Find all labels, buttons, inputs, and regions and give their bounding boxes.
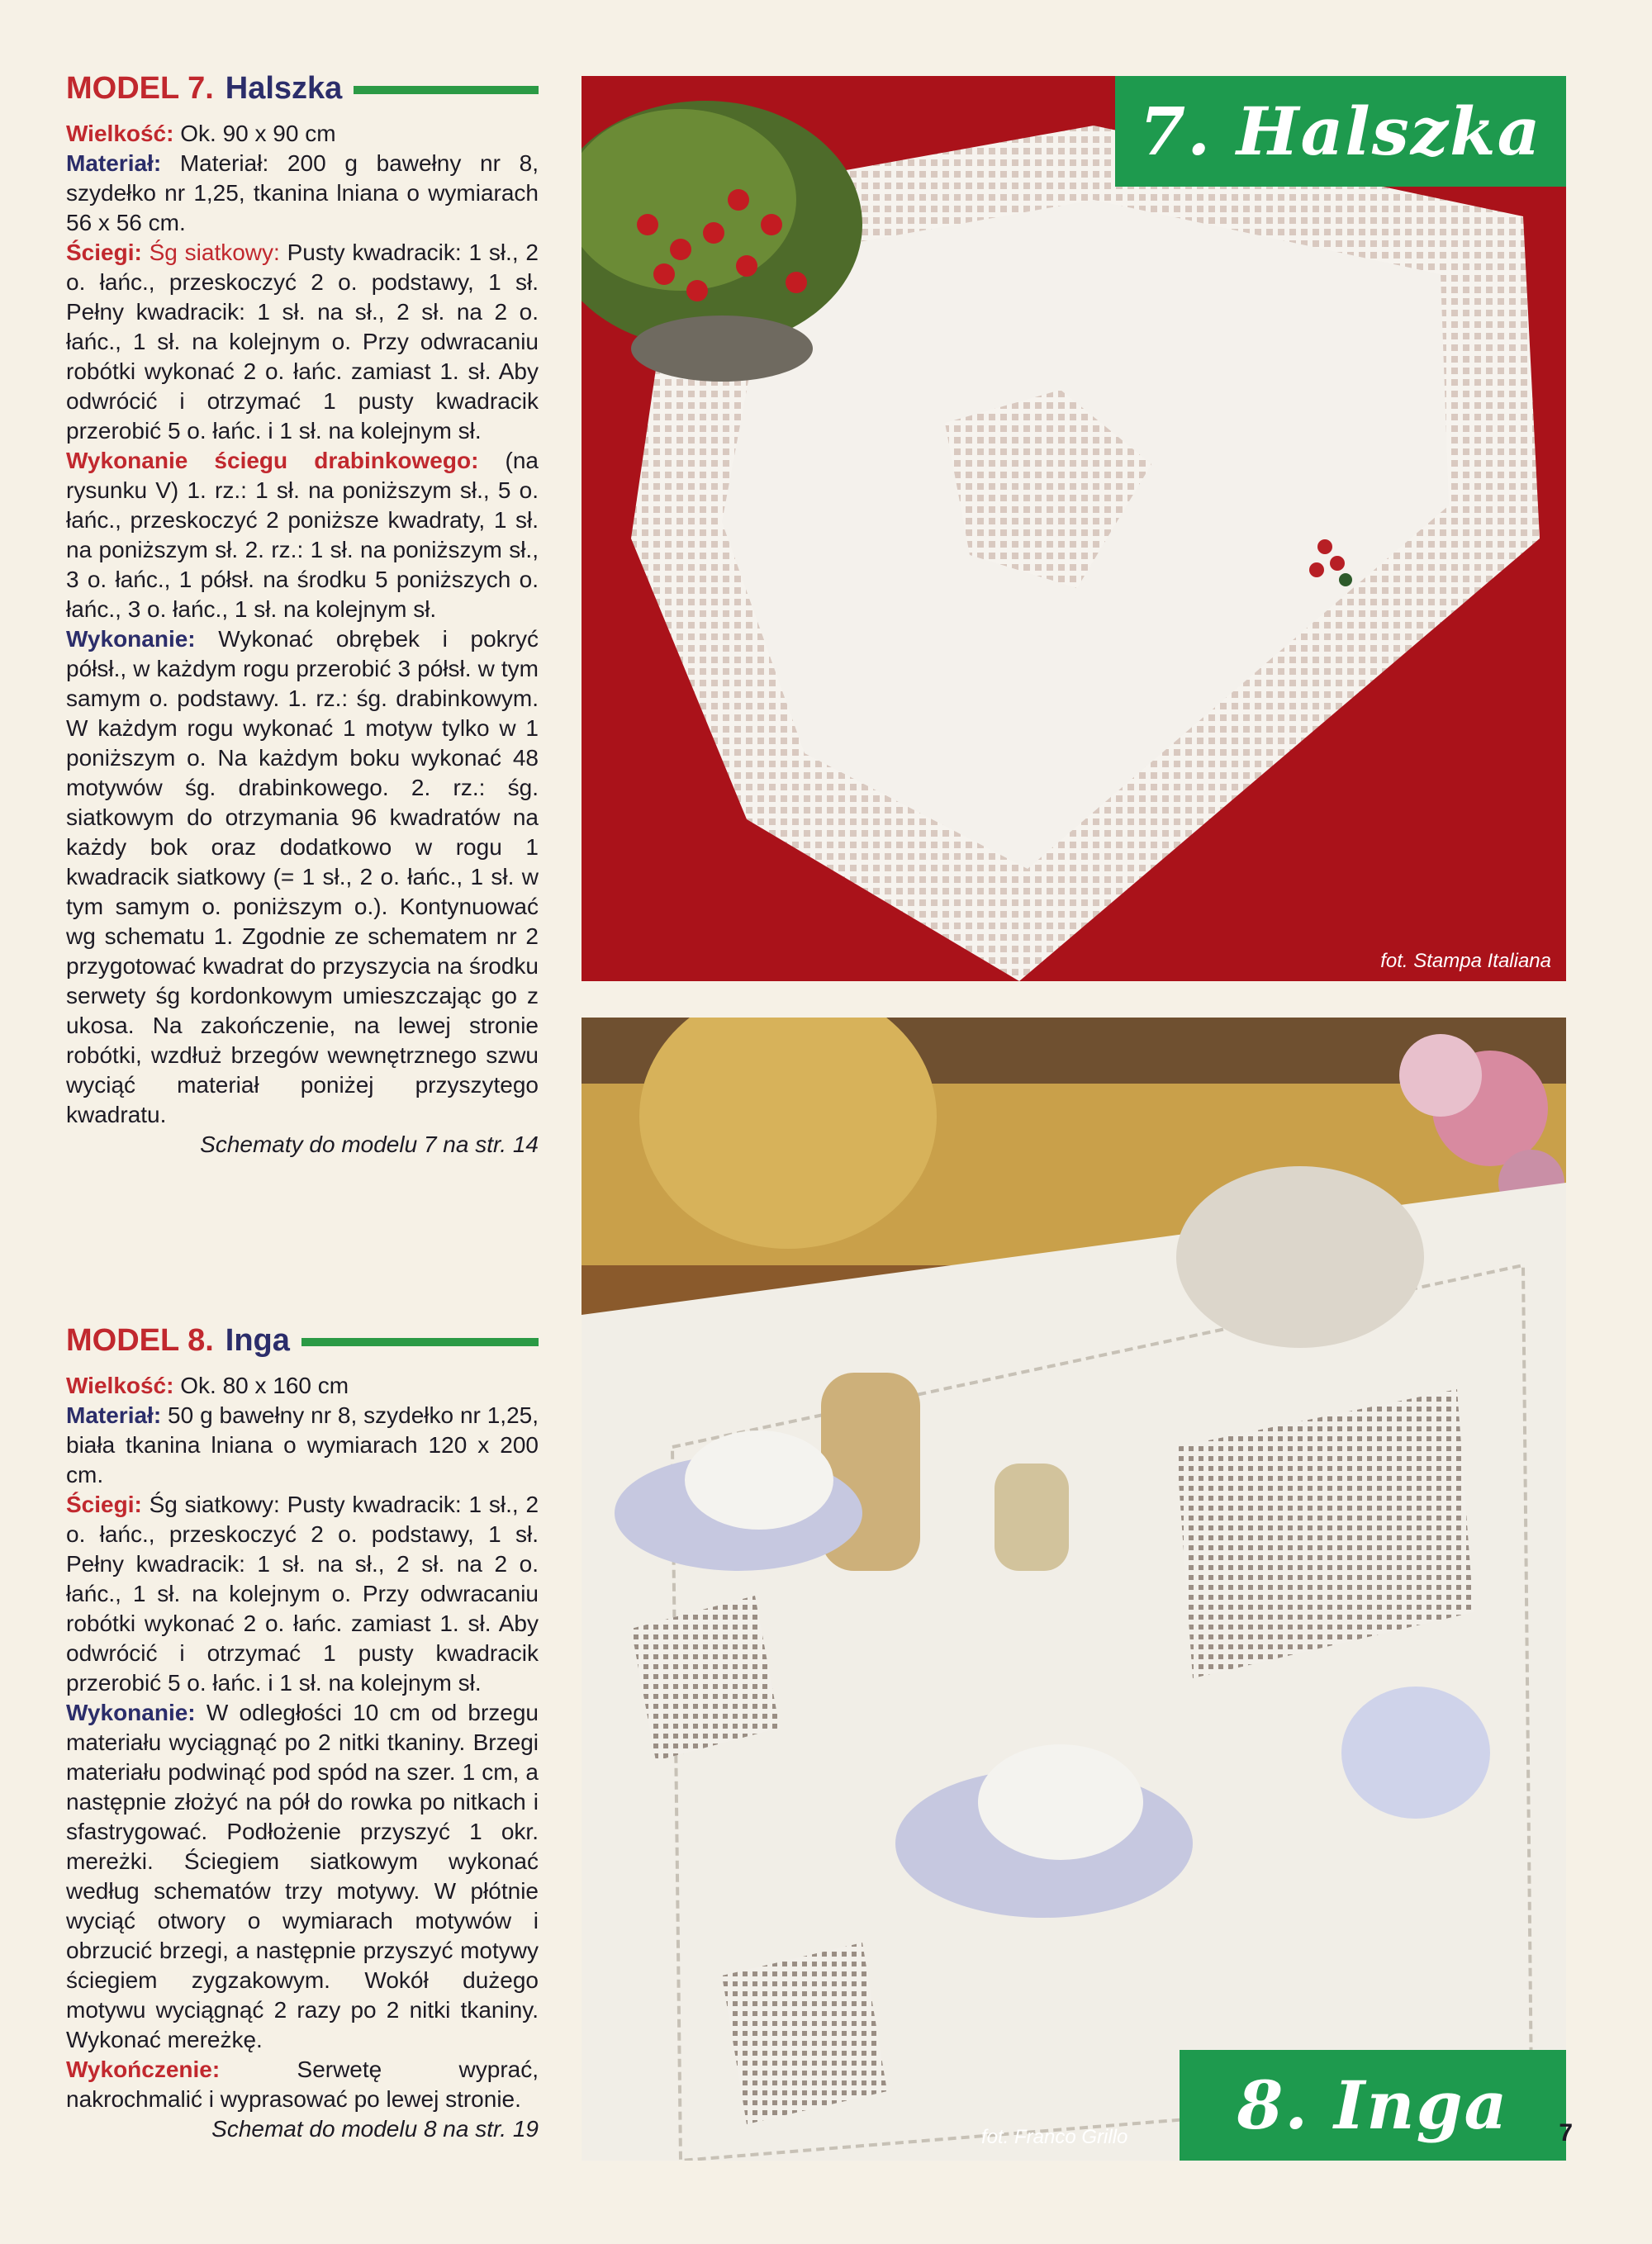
doily-illustration <box>582 76 1566 981</box>
model-8-name: Inga <box>225 1323 290 1358</box>
material-label: Materiał: <box>66 150 162 176</box>
pattern-reference: Schematy do modelu 7 na str. 14 <box>200 1131 539 1157</box>
model-7-name: Halszka <box>225 71 343 106</box>
stitches-label: Ściegi: <box>66 240 142 265</box>
model-7-heading <box>66 69 539 107</box>
photo-halszka-doily <box>582 76 1566 981</box>
pattern-reference: Schemat do modelu 8 na str. 19 <box>211 2116 539 2142</box>
model-8-body <box>66 1371 539 2144</box>
finish-text: Serwetę wyprać, nakrochmalić i wyprasować po lewej stronie. <box>66 2057 539 2112</box>
photo-credit: fot. Stampa Italiana <box>1380 950 1551 972</box>
heading-rule <box>354 86 539 94</box>
execution-label: Wykonanie: <box>66 626 196 652</box>
stitches-text: Pusty kwadracik: 1 sł., 2 o. łańc., przeskoczyć 2 o. podstawy, 1 sł. Pełny kwadracik: 1 sł. na sł., 2 sł. na 2 o. łańc., 1 sł. na kolejnym o. Przy odwracaniu robótki wykonać 2 o. łańc. zamiast 1. sł. Aby odwrócić i otrzymać 1 pusty kwadracik przerobić 5 o. łańc. i 1 sł. na kolejnym sł. <box>66 240 539 444</box>
model-7-body <box>66 119 539 1160</box>
execution-paragraph <box>66 1698 539 2055</box>
article-model-8 <box>66 1321 539 2144</box>
size-line <box>66 119 539 149</box>
page-number: 7 <box>1559 2119 1573 2147</box>
photo-inga-runner <box>582 1018 1566 2161</box>
execution-text: Wykonać obrębek i pokryć półsł., w każdym rogu przerobić 3 półsł. w tym samym o. podstawy. 1. rz.: śg. drabinkowym. W każdym rogu wykonać 1 motyw tylko w 1 poniższym o. Na każdym boku wykonać 48 motywów śg. drabinkowego. 2. rz.: śg. siatkowym do otrzymania 96 kwadratów na każdy bok oraz dodatkowo w rogu 1 kwadracik siatkowy (= 1 sł., 2 o. łańc., 1 sł. w tym samym o. poniższym o.). Kontynuować wg schematu 1. Zgodnie ze schematem nr 2 przygotować kwadrat do przyszycia na środku serwety śg kordonkowym umieszczając go z ukosa. Na zakończenie, na lewej stronie robótki, wzdłuż brzegów wewnętrznego szwu wyciąć materiał poniżej przyszytego kwadratu. <box>66 626 539 1127</box>
model-8-label: MODEL 8. <box>66 1323 214 1358</box>
model-8-heading <box>66 1321 539 1359</box>
ladder-text: (na rysunku V) 1. rz.: 1 sł. na poniższym sł., 5 o. łańc., przeskoczyć 2 poniższe kwadraty, 1 sł. na poniższym sł. 2. rz.: 1 sł. na poniższym sł., 3 o. łańc., 1 półsł. na środku 5 poniższych o. łańc., 3 o. łańc., 1 sł. na kolejnym sł. <box>66 448 539 622</box>
material-paragraph <box>66 149 539 238</box>
ladder-paragraph <box>66 446 539 624</box>
stitches-paragraph <box>66 238 539 446</box>
photo-title-badge: 7. Halszka <box>1115 76 1566 187</box>
article-model-7 <box>66 69 539 1160</box>
execution-label: Wykonanie: <box>66 1700 196 1725</box>
material-label: Materiał: <box>66 1402 162 1428</box>
execution-paragraph <box>66 624 539 1130</box>
size-line <box>66 1371 539 1401</box>
execution-text: W odległości 10 cm od brzegu materiału wyciągnąć po 2 nitki tkaniny. Brzegi materiału podwinąć pod spód na szer. 1 cm, a następnie złożyć na pół do rowka po nitkach i sfastrygować. Podłożenie przyszyć 1 okr. mereżki. Ściegiem siatkowym wykonać według schematów trzy motywy. W płótnie wyciąć otwory o wymiarach motywów i obrzucić brzegi, a następnie przyszyć motywy ściegiem zygzakowym. Wokół dużego motywu wyciągnąć 2 razy po 2 nitki tkaniny. Wykonać mereżkę. <box>66 1700 539 2052</box>
heading-rule <box>301 1338 539 1346</box>
photo-credit: fot. Franco Grillo <box>981 2126 1128 2148</box>
material-text: Materiał: 200 g bawełny nr 8, szydełko nr 1,25, tkanina lniana o wymiarach 56 x 56 cm. <box>66 150 539 235</box>
model-7-label: MODEL 7. <box>66 71 214 106</box>
stitches-label: Ściegi: <box>66 1492 142 1517</box>
stitches-text: Śg siatkowy: Pusty kwadracik: 1 sł., 2 o. łańc., przeskoczyć 2 o. podstawy, 1 sł. Pełny kwadracik: 1 sł. na sł., 2 sł. na 2 o. łańc., 1 sł. na kolejnym o. Przy odwracaniu robótki wykonać 2 o. łańc. zamiast 1. sł. Aby odwrócić i otrzymać 1 pusty kwadracik przerobić 5 o. łańc. i 1 sł. na kolejnym sł. <box>66 1492 539 1696</box>
material-paragraph <box>66 1401 539 1490</box>
stitches-sublabel: Śg siatkowy: <box>149 240 280 265</box>
runner-illustration <box>582 1018 1566 2161</box>
size-label: Wielkość: <box>66 1373 174 1398</box>
photo-title-badge: 8. Inga <box>1180 2050 1566 2161</box>
stitches-paragraph <box>66 1490 539 1698</box>
finish-paragraph <box>66 2055 539 2114</box>
material-text: 50 g bawełny nr 8, szydełko nr 1,25, biała tkanina lniana o wymiarach 120 x 200 cm. <box>66 1402 539 1487</box>
size-value: Ok. 80 x 160 cm <box>180 1373 349 1398</box>
size-value: Ok. 90 x 90 cm <box>180 121 336 146</box>
size-label: Wielkość: <box>66 121 174 146</box>
finish-label: Wykończenie: <box>66 2057 221 2082</box>
ladder-label: Wykonanie ściegu drabinkowego: <box>66 448 479 473</box>
